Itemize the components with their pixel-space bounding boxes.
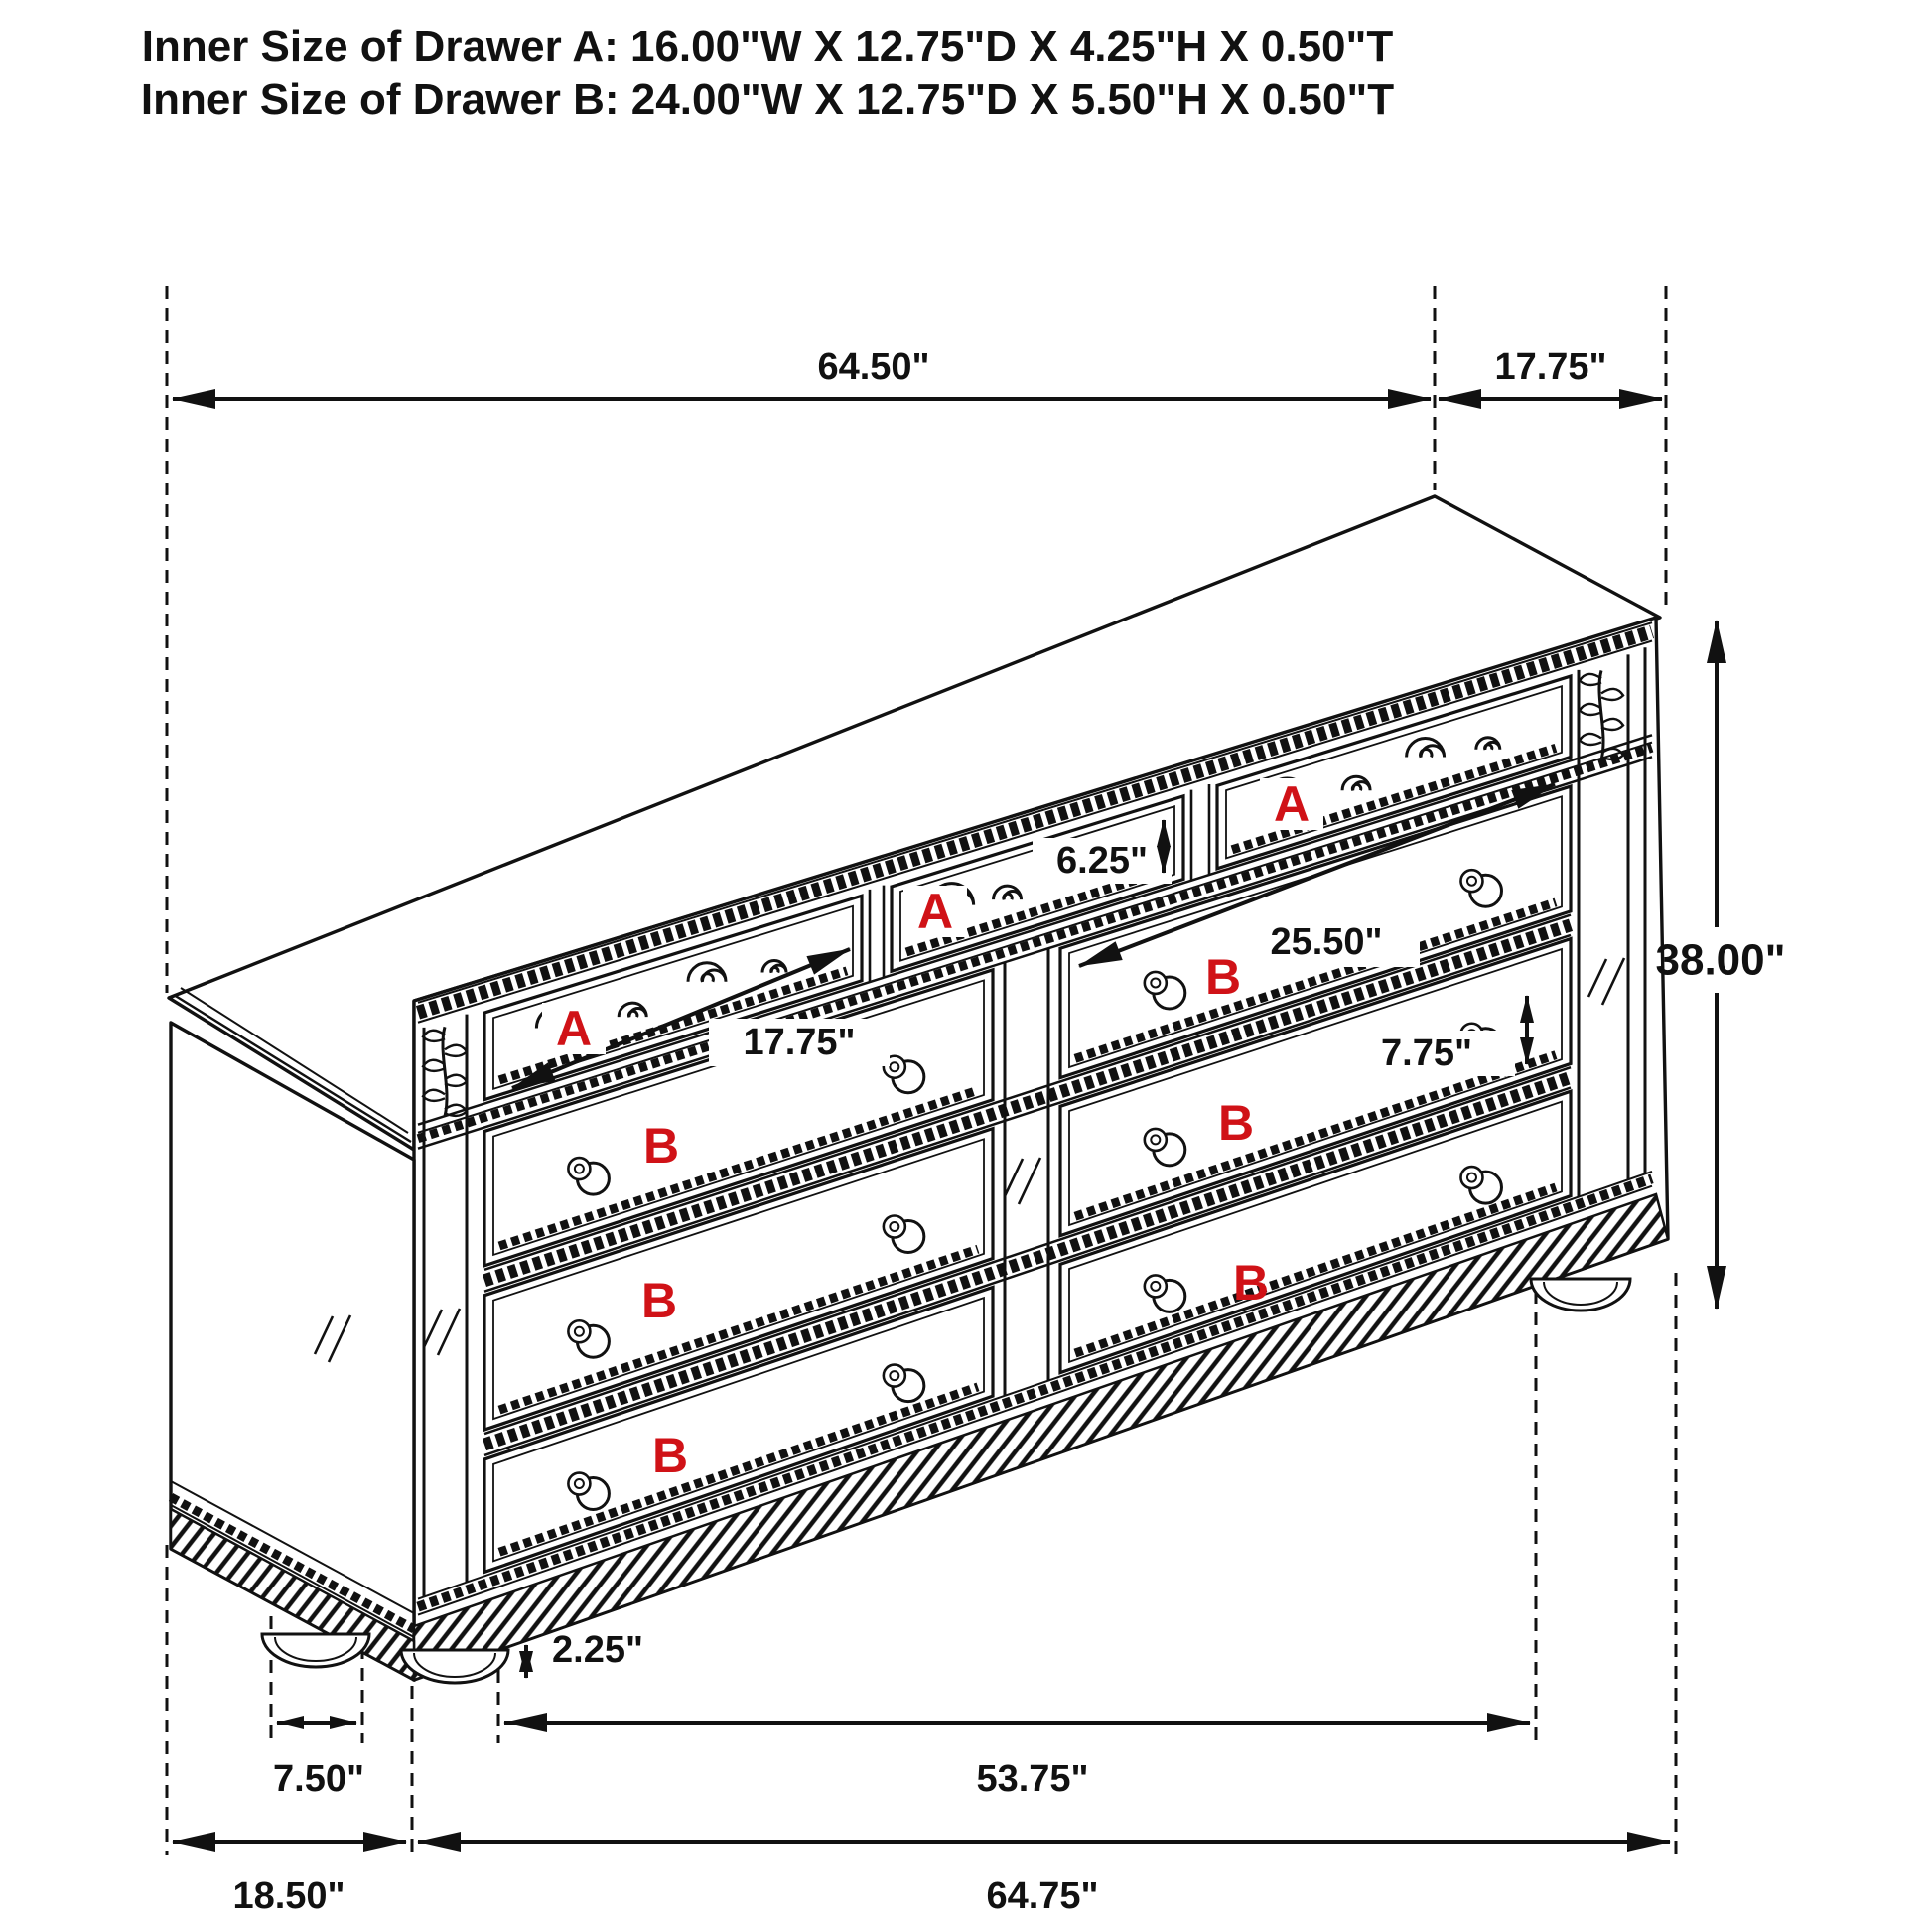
drawer-a1-label: A	[555, 1001, 593, 1056]
drawer-b-left-3-knob	[568, 1473, 590, 1495]
drawer-b-right-2-label: B	[1217, 1095, 1255, 1151]
dim-bottom-width: 64.75"	[986, 1875, 1099, 1917]
drawer-b-right-3-label: B	[1232, 1255, 1270, 1311]
dim-top-width: 64.50"	[817, 346, 930, 388]
foot-front-right	[1531, 1279, 1630, 1311]
dim-drawer-b-width: 25.50"	[1270, 921, 1383, 963]
title-line-drawer-a: Inner Size of Drawer A: 16.00"W X 12.75"D X 4.25"H X 0.50"T	[141, 22, 1394, 70]
dim-foot-width: 7.50"	[273, 1758, 364, 1800]
dim-feet-span: 53.75"	[976, 1758, 1089, 1800]
drawer-b-left-3-knob	[884, 1365, 905, 1387]
drawer-b-left-1-label: B	[642, 1118, 680, 1173]
drawer-b-right-1-knob	[1460, 870, 1482, 892]
foot-back-left	[262, 1634, 369, 1667]
drawer-a3-label: A	[1273, 776, 1311, 832]
drawer-b-right-3-knob	[1460, 1167, 1482, 1188]
dim-height: 38.00"	[1655, 935, 1786, 985]
drawer-b-left-3-label: B	[651, 1428, 689, 1483]
drawer-a2-label: A	[916, 884, 954, 939]
drawer-b-right-1-knob	[1145, 972, 1167, 994]
dim-drawer-b-height: 7.75"	[1381, 1033, 1472, 1074]
dim-top-depth: 17.75"	[1494, 346, 1607, 388]
dim-side-depth: 18.50"	[232, 1875, 345, 1917]
drawer-b-right-2-knob	[1145, 1129, 1167, 1151]
drawer-b-left-2-label: B	[640, 1273, 678, 1328]
drawer-b-right-3-knob	[1145, 1275, 1167, 1297]
dim-drawer-a-height: 6.25"	[1056, 840, 1148, 882]
dim-foot-height: 2.25"	[552, 1629, 643, 1671]
drawer-b-left-2-knob	[568, 1320, 590, 1342]
dim-drawer-a-width: 17.75"	[743, 1022, 856, 1063]
title-line-drawer-b: Inner Size of Drawer B: 24.00"W X 12.75"D X 5.50"H X 0.50"T	[140, 75, 1395, 124]
drawer-b-right-1-label: B	[1204, 949, 1242, 1005]
dresser-line-art	[169, 496, 1668, 1683]
drawer-b-left-1-knob	[568, 1158, 590, 1179]
drawer-b-left-2-knob	[884, 1216, 905, 1238]
